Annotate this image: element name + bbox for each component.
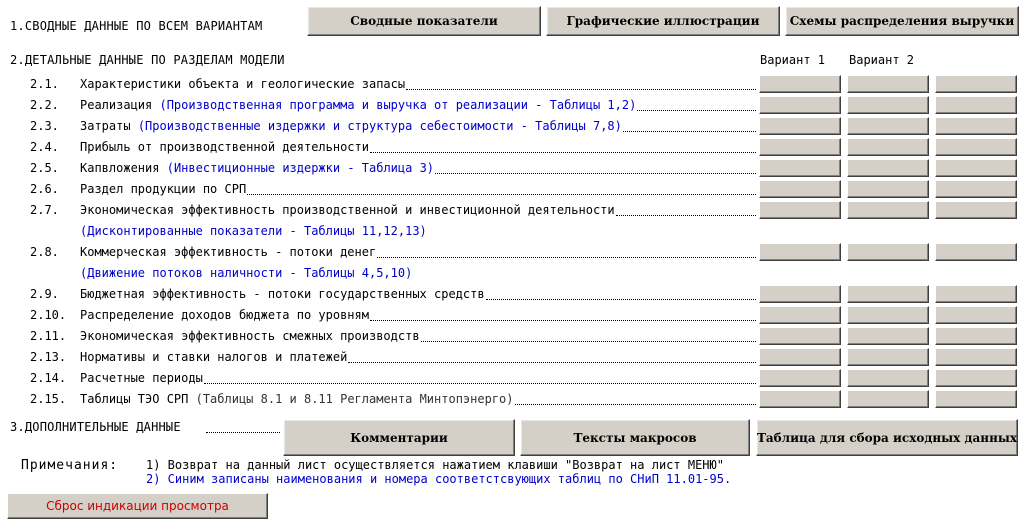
variant2-cell[interactable] <box>847 96 929 114</box>
row-number: 2.13. <box>30 350 67 364</box>
row-label <box>80 224 427 238</box>
row-label-text: Реализация <box>80 98 153 112</box>
variant1-cell[interactable] <box>759 75 841 93</box>
revenue-schemes-button[interactable]: Схемы распределения выручки <box>785 6 1019 36</box>
variant1-cell[interactable] <box>759 285 841 303</box>
row-label <box>80 371 203 385</box>
row-label <box>80 287 485 301</box>
row-label <box>80 161 434 175</box>
row-label <box>80 119 622 133</box>
variant2-cell[interactable] <box>847 159 929 177</box>
variant1-cell[interactable] <box>759 390 841 408</box>
variant2-cell[interactable] <box>847 327 929 345</box>
table-row <box>0 158 1024 178</box>
row-label-text: Прибыль от производственной деятельности <box>80 140 369 154</box>
leader-dots <box>406 77 756 90</box>
row-label <box>80 329 420 343</box>
leader-dots <box>204 371 756 384</box>
table-row <box>0 389 1024 409</box>
row-number: 2.5. <box>30 161 59 175</box>
variant1-cell[interactable] <box>759 117 841 135</box>
row-label-text: Характеристики объекта и геологические запасы <box>80 77 406 91</box>
table-row <box>0 242 1024 262</box>
variant1-cell[interactable] <box>759 138 841 156</box>
variant3-cell[interactable] <box>935 117 1017 135</box>
row-label <box>80 308 369 322</box>
variant2-cell[interactable] <box>847 348 929 366</box>
row-number: 2.8. <box>30 245 59 259</box>
table-row <box>0 284 1024 304</box>
comments-button[interactable]: Комментарии <box>283 419 515 456</box>
row-label-text: Капвложения <box>80 161 160 175</box>
variant3-cell[interactable] <box>935 369 1017 387</box>
row-label-text: Экономическая эффективность производственной и инвестиционной деятельности <box>80 203 615 217</box>
row-label-text: Коммерческая эффективность - потоки денег <box>80 245 377 259</box>
variant1-header: Вариант 1 <box>760 53 826 67</box>
reset-view-indication-button[interactable]: Сброс индикации просмотра <box>7 493 268 519</box>
variant2-cell[interactable] <box>847 138 929 156</box>
leader-dots <box>623 119 756 132</box>
row-number: 2.2. <box>30 98 59 112</box>
leader-dots <box>515 392 756 405</box>
variant2-cell[interactable] <box>847 306 929 324</box>
section1-title: 1.СВОДНЫЕ ДАННЫЕ ПО ВСЕМ ВАРИАНТАМ <box>10 19 263 33</box>
variant2-cell[interactable] <box>847 201 929 219</box>
variant1-cell[interactable] <box>759 306 841 324</box>
row-label <box>80 77 405 91</box>
variant1-cell[interactable] <box>759 243 841 261</box>
row-label <box>80 245 376 259</box>
row-number: 2.3. <box>30 119 59 133</box>
row-label-text: Экономическая эффективность смежных производств <box>80 329 420 343</box>
leader-dots <box>421 329 756 342</box>
row-label-text: Таблицы ТЭО СРП <box>80 392 189 406</box>
table-row <box>0 116 1024 136</box>
variant3-cell[interactable] <box>935 243 1017 261</box>
leader-dots <box>377 245 756 258</box>
variant2-cell[interactable] <box>847 243 929 261</box>
variant3-cell[interactable] <box>935 201 1017 219</box>
row-number: 2.14. <box>30 371 67 385</box>
table-row <box>0 179 1024 199</box>
row-number: 2.1. <box>30 77 59 91</box>
row-label <box>80 392 514 406</box>
row-label <box>80 182 246 196</box>
row-label-text: Затраты <box>80 119 131 133</box>
row-label-text: Раздел продукции по СРП <box>80 182 247 196</box>
table-row <box>0 95 1024 115</box>
table-row <box>0 263 1024 283</box>
section3-title: 3.ДОПОЛНИТЕЛЬНЫЕ ДАННЫЕ <box>10 420 181 434</box>
row-number: 2.7. <box>30 203 59 217</box>
row-number: 2.6. <box>30 182 59 196</box>
row-number: 2.4. <box>30 140 59 154</box>
variant3-cell[interactable] <box>935 180 1017 198</box>
variant1-cell[interactable] <box>759 96 841 114</box>
variant3-cell[interactable] <box>935 96 1017 114</box>
row-label <box>80 98 636 112</box>
leader-dots <box>206 420 280 433</box>
row-number: 2.10. <box>30 308 67 322</box>
table-row <box>0 74 1024 94</box>
variant1-cell[interactable] <box>759 327 841 345</box>
leader-dots <box>348 350 756 363</box>
leader-dots <box>370 308 756 321</box>
notes-label: Примечания: <box>21 458 119 473</box>
variant2-cell[interactable] <box>847 369 929 387</box>
variant3-cell[interactable] <box>935 285 1017 303</box>
variant2-cell[interactable] <box>847 180 929 198</box>
row-label <box>80 140 369 154</box>
row-number: 2.11. <box>30 329 67 343</box>
variant3-cell[interactable] <box>935 390 1017 408</box>
row-label-text: Расчетные периоды <box>80 371 203 385</box>
variant1-cell[interactable] <box>759 159 841 177</box>
table-row <box>0 221 1024 241</box>
leader-dots <box>370 140 756 153</box>
note-line-2: 2) Синим записаны наименования и номера соответстсвующих таблиц по СНиП 11.01-95. <box>146 472 732 486</box>
row-label-text: Бюджетная эффективность - потоки государственных средств <box>80 287 485 301</box>
row-label-text: Нормативы и ставки налогов и платежей <box>80 350 348 364</box>
table-row <box>0 305 1024 325</box>
macro-texts-button[interactable]: Тексты макросов <box>520 419 750 456</box>
leader-dots <box>435 161 756 174</box>
table-row <box>0 137 1024 157</box>
variant1-cell[interactable] <box>759 348 841 366</box>
table-row <box>0 368 1024 388</box>
graphic-illustrations-button[interactable]: Графические иллюстрации <box>546 6 780 36</box>
variant3-cell[interactable] <box>935 348 1017 366</box>
row-label <box>80 266 412 280</box>
variant3-cell[interactable] <box>935 327 1017 345</box>
summary-indicators-button[interactable]: Сводные показатели <box>307 6 541 36</box>
table-row <box>0 347 1024 367</box>
row-table-reference: (Производственные издержки и структура себестоимости - Таблицы 7,8) <box>137 119 622 133</box>
variant1-cell[interactable] <box>759 369 841 387</box>
variant1-cell[interactable] <box>759 180 841 198</box>
row-number: 2.9. <box>30 287 59 301</box>
leader-dots <box>247 182 756 195</box>
row-table-reference: (Инвестиционные издержки - Таблица 3) <box>166 161 435 175</box>
source-data-table-button[interactable]: Таблица для сбора исходных данных <box>756 419 1018 456</box>
leader-dots <box>616 203 756 216</box>
variant3-cell[interactable] <box>935 75 1017 93</box>
row-table-reference: (Таблицы 8.1 и 8.11 Регламента Минтопэнерго) <box>195 392 514 406</box>
leader-dots <box>486 287 756 300</box>
variant3-cell[interactable] <box>935 159 1017 177</box>
variant3-cell[interactable] <box>935 306 1017 324</box>
variant2-cell[interactable] <box>847 75 929 93</box>
variant2-cell[interactable] <box>847 285 929 303</box>
variant1-cell[interactable] <box>759 201 841 219</box>
table-row <box>0 326 1024 346</box>
row-number: 2.15. <box>30 392 67 406</box>
row-table-reference: (Дисконтированные показатели - Таблицы 11,12,13) <box>80 224 427 238</box>
row-label <box>80 350 347 364</box>
table-row <box>0 200 1024 220</box>
variant2-cell[interactable] <box>847 117 929 135</box>
variant2-cell[interactable] <box>847 390 929 408</box>
note-line-1: 1) Возврат на данный лист осуществляется нажатием клавиши "Возврат на лист МЕНЮ" <box>146 458 724 472</box>
leader-dots <box>637 98 756 111</box>
row-label <box>80 203 615 217</box>
variant3-cell[interactable] <box>935 138 1017 156</box>
row-label-text: Распределение доходов бюджета по уровням <box>80 308 369 322</box>
section2-title: 2.ДЕТАЛЬНЫЕ ДАННЫЕ ПО РАЗДЕЛАМ МОДЕЛИ <box>10 53 285 67</box>
row-table-reference: (Производственная программа и выручка от реализации - Таблицы 1,2) <box>159 98 637 112</box>
variant2-header: Вариант 2 <box>849 53 915 67</box>
row-table-reference: (Движение потоков наличности - Таблицы 4,5,10) <box>80 266 413 280</box>
